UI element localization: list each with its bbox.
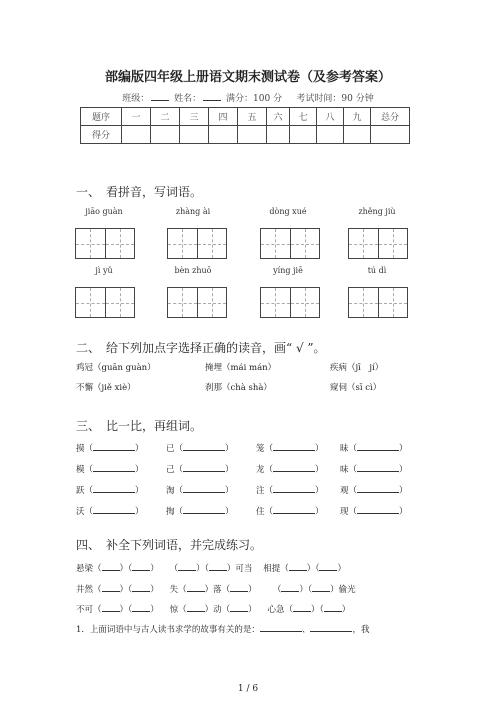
compare-item: 注（ ） (256, 483, 324, 496)
compare-item: 摸（ ） (76, 441, 144, 454)
compare-char: 观 (340, 486, 349, 496)
idiom-blank[interactable] (102, 602, 120, 612)
score-cell[interactable] (238, 126, 267, 144)
score-cell[interactable] (267, 126, 290, 144)
header-cell: 二 (151, 108, 180, 126)
idiom-blank[interactable] (187, 582, 205, 592)
score-cell[interactable] (151, 126, 180, 144)
compare-char: 摸 (76, 444, 85, 454)
writing-grid[interactable] (260, 228, 320, 259)
section-3-heading: 三、 比一比，再组词。 (76, 419, 203, 433)
answer-blank[interactable] (357, 504, 399, 514)
idiom-text: ）落（ (204, 585, 231, 595)
score-row (81, 126, 410, 144)
pinyin-label: bèn zhuō (174, 266, 212, 275)
score-row-label: 得分 (81, 126, 122, 144)
section-2-heading: 二、 给下列加点字选择正确的读音，画“ √ ”。 (76, 341, 326, 355)
compare-char: 已 (166, 444, 175, 454)
reading-choice[interactable]: 窥伺（sī cì） (330, 383, 382, 393)
reading-choice[interactable]: 不懈（jiě xiè） (76, 383, 136, 393)
compare-char: 淘 (166, 486, 175, 496)
compare-item: 味（ ） (340, 462, 408, 475)
idiom-text: 相提（ (263, 564, 289, 574)
compare-item: 住（ ） (256, 504, 324, 517)
score-header-row (81, 108, 410, 126)
idiom-blank[interactable] (102, 561, 120, 571)
idiom-text: ）可当 (226, 564, 253, 574)
answer-blank[interactable] (357, 441, 399, 451)
idiom-blank[interactable] (132, 602, 150, 612)
idiom-blank[interactable] (132, 582, 150, 592)
idiom-blank[interactable] (293, 602, 311, 612)
idiom-text: 失（ (169, 585, 187, 595)
answer-blank[interactable] (93, 504, 135, 514)
answer-blank[interactable] (183, 504, 225, 514)
exam-time: 考试时间：90 分钟 (296, 94, 374, 104)
compare-item: 昧（ ） (340, 441, 408, 454)
score-table (80, 107, 410, 144)
header-cell: 九 (344, 108, 371, 126)
writing-grid[interactable] (75, 228, 135, 259)
compare-char: 跃 (76, 486, 85, 496)
reading-choice[interactable]: 疾病（jī jí） (330, 363, 384, 373)
compare-item: 现（ ） (340, 504, 408, 517)
compare-item: 跃（ ） (76, 483, 144, 496)
score-cell[interactable] (317, 126, 344, 144)
idiom-blank[interactable] (289, 561, 307, 571)
reading-choice[interactable]: 鸡冠（guān guàn） (76, 363, 156, 373)
idiom-row-1: 悬梁（ ）（ ） （ ）（ ）可当 相提（ ）（ ） (76, 561, 346, 574)
idiom-row-2: 井然（ ）（ ） 失（ ）落（ ） （ ）（ ）偷光 (76, 582, 356, 595)
exam-info (0, 91, 496, 104)
compare-char: 味 (340, 465, 349, 475)
page-title: 部编版四年级上册语文期末测试卷（及参考答案） (104, 70, 391, 85)
class-blank[interactable] (151, 100, 169, 101)
writing-grid[interactable] (348, 287, 408, 318)
full-score: 满分：100 分 (226, 94, 283, 104)
answer-blank[interactable] (183, 483, 225, 493)
compare-char: 昧 (340, 444, 349, 454)
pinyin-label: yíng jiē (273, 266, 303, 275)
compare-char: 注 (256, 486, 265, 496)
idiom-text: 井然（ (76, 585, 102, 595)
header-cell: 七 (290, 108, 317, 126)
compare-char: 己 (166, 465, 175, 475)
reading-choice[interactable]: 刹那（chà shà） (205, 383, 272, 393)
score-cell[interactable] (180, 126, 209, 144)
idiom-blank[interactable] (178, 561, 196, 571)
compare-item: 已（ ） (166, 441, 234, 454)
pinyin-label: tú dì (367, 266, 387, 275)
reading-choice[interactable]: 掩埋（mái mán） (205, 363, 277, 373)
header-cell: 五 (238, 108, 267, 126)
idiom-text: 惊（ (169, 605, 187, 615)
header-cell: 六 (267, 108, 290, 126)
compare-char: 现 (340, 507, 349, 517)
idiom-blank[interactable] (230, 582, 248, 592)
idiom-text: 悬梁（ (76, 564, 102, 574)
header-cell: 一 (122, 108, 151, 126)
answer-blank[interactable] (183, 441, 225, 451)
idiom-blank[interactable] (209, 561, 227, 571)
compare-item: 笼（ ） (256, 441, 324, 454)
header-cell: 三 (180, 108, 209, 126)
class-label: 班级： (122, 94, 150, 104)
answer-blank[interactable] (273, 504, 315, 514)
answer-blank[interactable] (357, 462, 399, 472)
answer-blank[interactable] (357, 483, 399, 493)
compare-item: 龙（ ） (256, 462, 324, 475)
header-cell: 四 (209, 108, 238, 126)
question-1: 1．上面词语中与古人读书求学的故事有关的是： 、 ，我 (76, 622, 369, 635)
score-cell[interactable] (371, 126, 410, 144)
writing-grid[interactable] (348, 228, 408, 259)
pinyin-label: dòng xué (269, 207, 307, 216)
idiom-text: 心急（ (267, 605, 293, 615)
compare-char: 模 (76, 465, 85, 475)
name-label: 姓名： (174, 94, 202, 104)
pinyin-label: jiāo guàn (85, 207, 123, 216)
compare-char: 住 (256, 507, 265, 517)
idiom-blank[interactable] (132, 561, 150, 571)
idiom-blank[interactable] (319, 561, 337, 571)
idiom-blank[interactable] (102, 582, 120, 592)
answer-blank[interactable] (260, 622, 302, 632)
section-4-heading: 四、 补全下列词语，并完成练习。 (76, 538, 263, 552)
compare-item: 己（ ） (166, 462, 234, 475)
idiom-text: ）动（ (204, 605, 231, 615)
idiom-blank[interactable] (187, 602, 205, 612)
question-text: ，我 (352, 625, 370, 635)
compare-char: 笼 (256, 444, 265, 454)
idiom-blank[interactable] (230, 602, 248, 612)
idiom-blank[interactable] (324, 602, 342, 612)
idiom-text: ）偷光 (330, 585, 356, 595)
compare-char: 掏 (166, 507, 175, 517)
pinyin-label: jì yǔ (95, 266, 113, 275)
compare-item: 淘（ ） (166, 483, 234, 496)
page-number: 1 / 6 (237, 684, 259, 694)
writing-grid[interactable] (260, 287, 320, 318)
header-cell: 八 (317, 108, 344, 126)
answer-blank[interactable] (273, 441, 315, 451)
compare-item: 模（ ） (76, 462, 144, 475)
idiom-blank[interactable] (281, 582, 299, 592)
compare-char: 沃 (76, 507, 85, 517)
score-cell[interactable] (122, 126, 151, 144)
idiom-blank[interactable] (312, 582, 330, 592)
compare-item: 掏（ ） (166, 504, 234, 517)
answer-blank[interactable] (93, 483, 135, 493)
compare-item: 观（ ） (340, 483, 408, 496)
score-cell[interactable] (209, 126, 238, 144)
header-cell: 题序 (81, 108, 122, 126)
pinyin-label: zhěng jiù (358, 207, 396, 216)
compare-char: 龙 (256, 465, 265, 475)
answer-blank[interactable] (273, 483, 315, 493)
section-1-heading: 一、 看拼音，写词语。 (76, 185, 203, 199)
answer-blank[interactable] (93, 441, 135, 451)
answer-blank[interactable] (93, 462, 135, 472)
question-text: 1．上面词语中与古人读书求学的故事有关的是： (76, 625, 260, 635)
compare-item: 沃（ ） (76, 504, 144, 517)
writing-grid[interactable] (167, 228, 227, 259)
answer-blank[interactable] (310, 622, 352, 632)
answer-blank[interactable] (273, 462, 315, 472)
idiom-text: 不可（ (76, 605, 102, 615)
answer-blank[interactable] (183, 462, 225, 472)
writing-grid[interactable] (167, 287, 227, 318)
header-cell: 总分 (371, 108, 410, 126)
score-cell[interactable] (344, 126, 371, 144)
writing-grid[interactable] (75, 287, 135, 318)
idiom-row-3: 不可（ ）（ ） 惊（ ）动（ ） 心急（ ）（ ） (76, 602, 350, 615)
score-cell[interactable] (290, 126, 317, 144)
pinyin-label: zhàng ài (175, 207, 211, 216)
name-blank[interactable] (203, 100, 221, 101)
